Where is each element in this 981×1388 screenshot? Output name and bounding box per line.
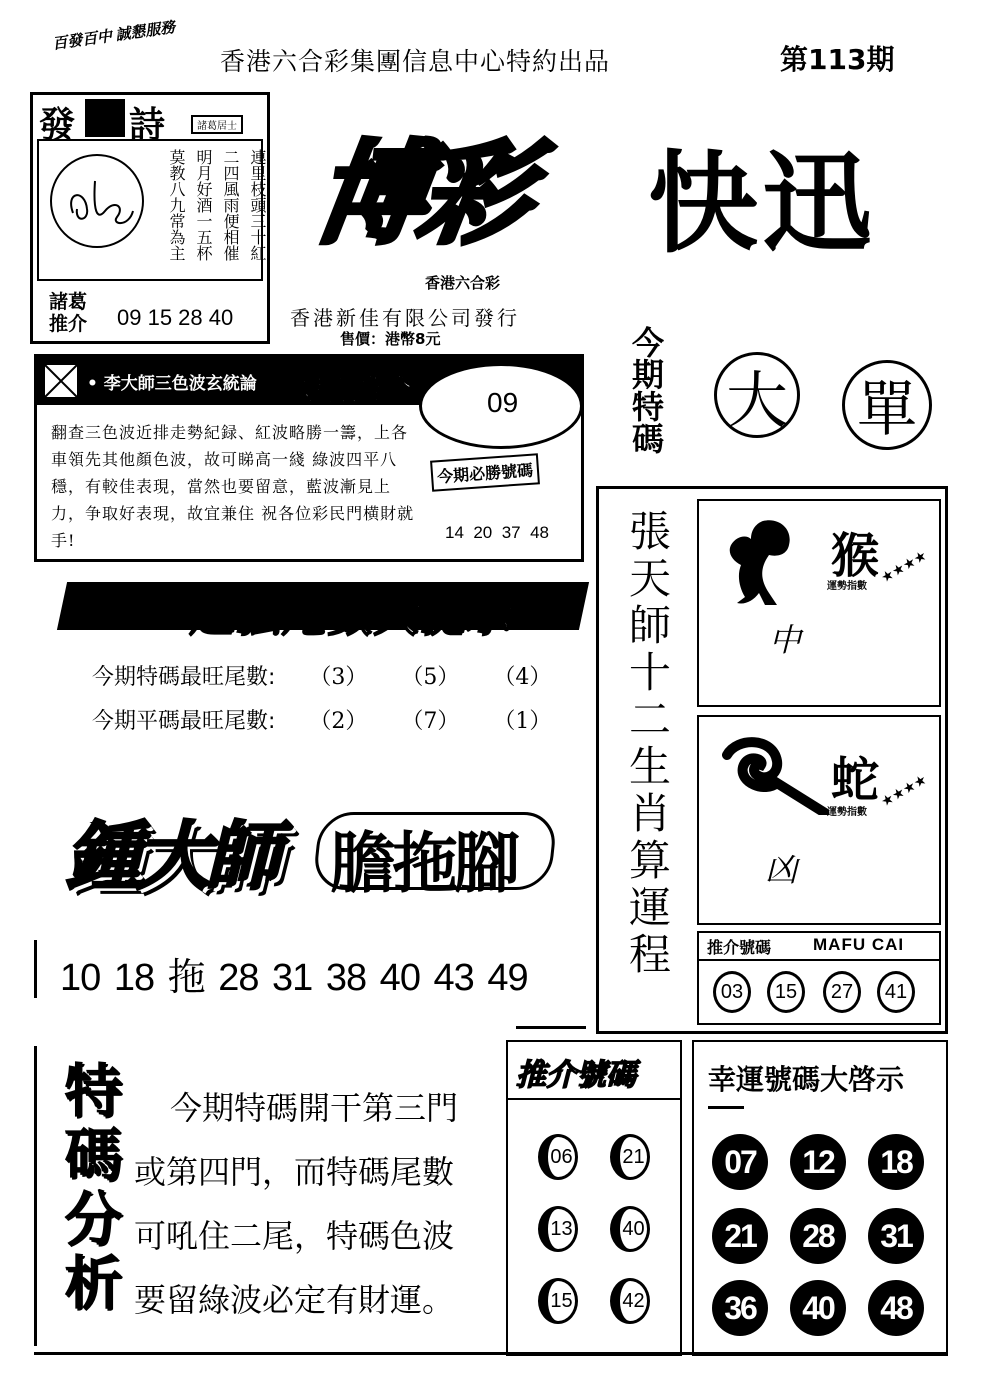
lucky-ball: 40 [790, 1280, 846, 1336]
snake-caption: 運勢指數 [827, 807, 867, 818]
analysis-line: 今期特碼開干第三門 [170, 1089, 459, 1127]
lucky-ball: 18 [868, 1134, 924, 1190]
zodiac-rec-number: 15 [767, 971, 805, 1013]
lucky-ball: 36 [712, 1280, 768, 1336]
poem-box [30, 92, 270, 344]
zodiac-card-snake [697, 715, 941, 925]
lucky-ball: 07 [712, 1134, 768, 1190]
poem-recommend-numbers: 09 15 28 40 [117, 305, 234, 330]
lucky-box [692, 1040, 948, 1356]
zodiac-rec-brand: MAFU CAI [813, 935, 905, 954]
tail-value: （5） [401, 665, 460, 690]
recommend-number: 21 [610, 1134, 650, 1180]
issue-number: 第113期 [780, 43, 895, 76]
monkey-icon [719, 515, 809, 607]
analysis-line: 要留綠波必定有財運。 [134, 1281, 455, 1319]
signature-seal [45, 151, 149, 251]
snake-icon [717, 735, 829, 815]
recommend-label-2: 推介 [49, 313, 88, 335]
recommend-label [49, 291, 87, 335]
poem-title-left: 發 [39, 105, 76, 146]
zodiac-title: 張天師十二生肖算運程 [623, 509, 672, 979]
recommend-box [506, 1040, 682, 1356]
cross-box-icon [43, 363, 79, 399]
snake-label: 蛇 [831, 752, 880, 808]
article-box [34, 354, 584, 562]
snake-verdict: 凶 [765, 851, 798, 889]
jar-number: 09 [487, 387, 519, 418]
jar-label: 今期必勝號碼 [430, 453, 540, 491]
recommend-number: 15 [538, 1278, 578, 1324]
recommend-number: 06 [538, 1134, 578, 1180]
monkey-caption: 運勢指數 [827, 581, 867, 592]
zodiac-card-monkey [697, 499, 941, 707]
snake-stars: ★★★★ [878, 771, 930, 811]
zodiac-rec-label: 推介號碼 [707, 938, 772, 957]
analysis-rule [34, 1046, 37, 1346]
zodiac-rec-number: 41 [877, 971, 915, 1013]
lucky-ball: 28 [790, 1208, 846, 1264]
tail-banner: 超强尾數大提示 [190, 591, 512, 642]
lucky-ball: 12 [790, 1134, 846, 1190]
zodiac-rec-number: 03 [713, 971, 751, 1013]
article-body: 翻查三色波近排走勢紀録、紅波略勝一籌，上各車領先其他顏色波，故可睇高一綫 綠波四平八穩，有較佳表現，當然也要留意，藍波漸見上力，争取好表現，故宜兼住 祝各位彩民門横財就手! [51, 423, 415, 550]
masthead-title-right: 快迅 [648, 140, 876, 268]
lucky-ball: 21 [712, 1208, 768, 1264]
recommend-number: 40 [610, 1206, 650, 1252]
lucky-title: 幸運號碼大啓示 [708, 1063, 905, 1096]
masthead-title-left: 博彩 [307, 130, 534, 258]
master-rule [34, 940, 37, 998]
poem-column: 連里枝頭三十紅 [248, 149, 267, 261]
slogan-logo: 百發百中 誠懇服務 [51, 19, 177, 53]
masthead-sub2: 香港新佳有限公司發行 [290, 306, 520, 330]
zodiac-box [596, 486, 948, 1034]
poem-column: 明月好酒一五杯 [194, 149, 213, 261]
monkey-verdict: 中 [769, 621, 802, 659]
master-numbers: 10 18 拖 28 31 38 40 43 49 [60, 957, 528, 999]
master-banner-left: 鍾大師 [66, 814, 276, 900]
tail-normal-label: 今期平碼最旺尾數: [92, 709, 276, 734]
special-pick-1: 大 [714, 352, 800, 438]
recommend-title: 推介號碼 [516, 1058, 636, 1093]
master-banner-right: 膽拖腳 [330, 824, 516, 902]
monkey-stars: ★★★★ [878, 547, 930, 587]
article-badge: 特別推介 [289, 373, 409, 408]
tail-value: （3） [309, 665, 368, 690]
poem-column: 莫教八九常為主 [167, 149, 186, 261]
article-heading: • 李大師三色波玄統論 [87, 374, 257, 394]
poem-column: 二四風雨便相催 [221, 149, 240, 261]
jar-numbers: 14 20 37 48 [445, 523, 549, 542]
recommend-number: 42 [610, 1278, 650, 1324]
poem-title-right: 詩 [129, 105, 166, 146]
analysis-line: 或第四門，而特碼尾數 [134, 1153, 455, 1191]
tail-value: （4） [493, 665, 552, 690]
special-pick-2: 單 [842, 360, 932, 450]
tail-value: （1） [493, 709, 552, 734]
lucky-ball: 48 [868, 1280, 924, 1336]
zodiac-rec-box [697, 931, 941, 1025]
zodiac-rec-rule [699, 959, 939, 961]
tail-normal-row [92, 704, 551, 735]
recommend-rule [508, 1098, 680, 1100]
zodiac-rec-number: 27 [823, 971, 861, 1013]
analysis-line: 可吼住二尾，特碼色波 [134, 1217, 455, 1255]
publisher-line: 香港六合彩集團信息中心特約出品 [220, 47, 611, 76]
analysis-title: 特碼分析 [54, 1060, 122, 1316]
recommend-number: 13 [538, 1206, 578, 1252]
tail-special-label: 今期特碼最旺尾數: [92, 665, 276, 690]
poem-tag: 諸葛居士 [191, 115, 243, 134]
masthead-price: 售價：港幣8元 [340, 330, 441, 348]
tail-value: （7） [401, 709, 460, 734]
monkey-label: 猴 [831, 528, 880, 584]
tail-special-row [92, 660, 551, 691]
lucky-ball: 31 [868, 1208, 924, 1264]
masthead-sub1: 香港六合彩 [425, 274, 501, 292]
analysis-lines [134, 1076, 458, 1332]
divider-line [516, 1026, 586, 1029]
recommend-label-1: 諸葛 [49, 291, 88, 313]
tail-value: （2） [309, 709, 368, 734]
special-pick-label: 今期特碼 [627, 326, 665, 454]
poem-title-block [85, 99, 125, 137]
lucky-underline [708, 1106, 744, 1109]
poem-columns [165, 149, 269, 261]
